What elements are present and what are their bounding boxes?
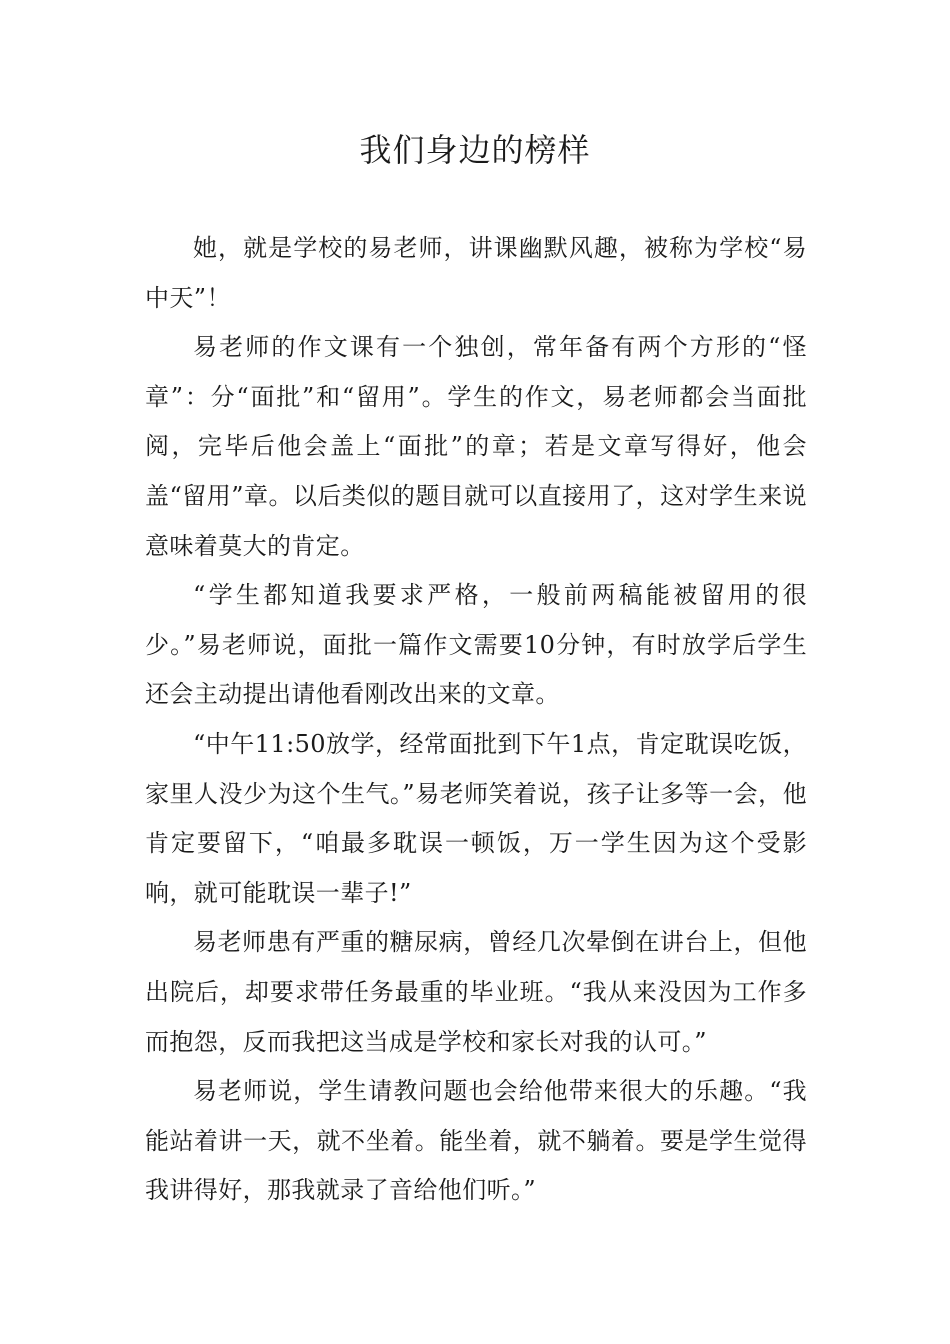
paragraph-3: “学生都知道我要求严格，一般前两稿能被留用的很少。”易老师说，面批一篇作文需要10分钟，有时放学后学生还会主动提出请他看刚改出来的文章。 xyxy=(145,581,807,709)
paragraph-6: 易老师说，学生请教问题也会给他带来很大的乐趣。“我能站着讲一天，就不坐着。能坐着，就不躺着。要是学生觉得我讲得好，那我就录了音给他们听。” xyxy=(145,1077,807,1205)
paragraph-4: “中午11:50放学，经常面批到下午1点，肯定耽误吃饭，家里人没少为这个生气。”易老师笑着说，孩子让多等一会，他肯定要留下，“咱最多耽误一顿饭，万一学生因为这个受影响，就可能耽误一辈子!” xyxy=(145,729,807,907)
paragraph-1: 她，就是学校的易老师，讲课幽默风趣，被称为学校“易中天”！ xyxy=(145,234,807,312)
paragraph-5: 易老师患有严重的糖尿病，曾经几次晕倒在讲台上，但他出院后，却要求带任务最重的毕业班。“我从来没因为工作多而抱怨，反而我把这当成是学校和家长对我的认可。” xyxy=(145,928,807,1056)
paragraph-2: 易老师的作文课有一个独创，常年备有两个方形的“怪章”：分“面批”和“留用”。学生的作文，易老师都会当面批阅，完毕后他会盖上“面批”的章；若是文章写得好，他会盖“留用”章。以后类似的题目就可以直接用了，这对学生来说意味着莫大的肯定。 xyxy=(145,333,807,560)
document-title: 我们身边的榜样 xyxy=(359,131,591,169)
document-body xyxy=(145,224,807,1216)
